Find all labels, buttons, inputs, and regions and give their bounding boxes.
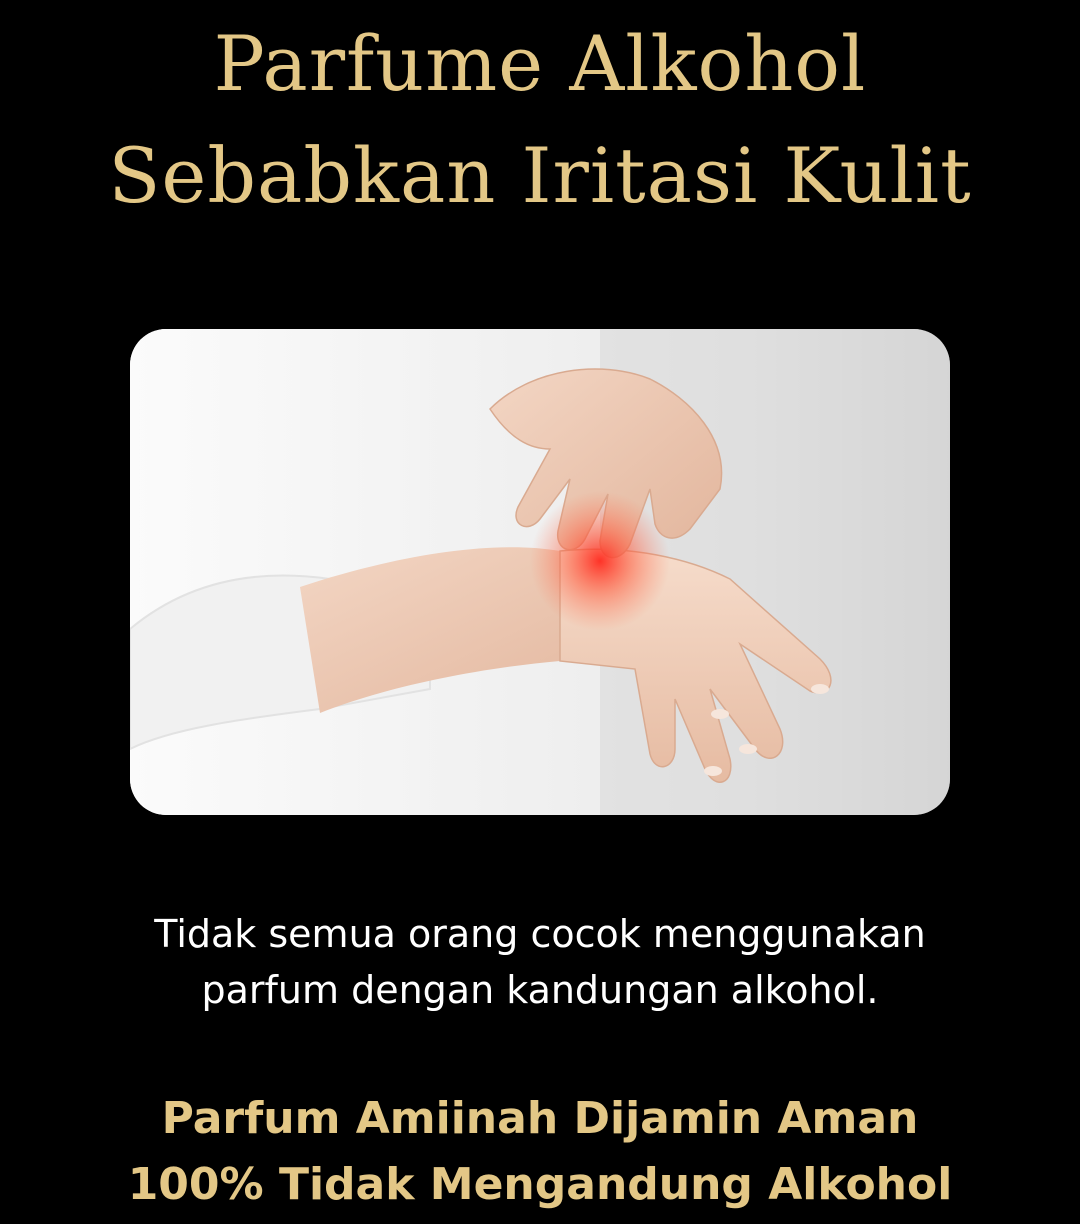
product-claim bbox=[0, 1086, 1080, 1218]
description-line-1: Tidak semua orang cocok menggunakan bbox=[154, 912, 926, 956]
description bbox=[0, 906, 1080, 1018]
claim-line-2: 100% Tidak Mengandung Alkohol bbox=[127, 1159, 953, 1210]
irritation-redness bbox=[530, 491, 670, 631]
title-line-1: Parfume Alkohol bbox=[213, 19, 867, 108]
page-title bbox=[0, 8, 1080, 232]
title-line-2: Sebabkan Iritasi Kulit bbox=[108, 131, 972, 220]
claim-line-1: Parfum Amiinah Dijamin Aman bbox=[161, 1093, 919, 1144]
skin-irritation-photo bbox=[130, 329, 950, 815]
hand-scratching-illustration bbox=[130, 329, 950, 815]
description-line-2: parfum dengan kandungan alkohol. bbox=[201, 968, 879, 1012]
